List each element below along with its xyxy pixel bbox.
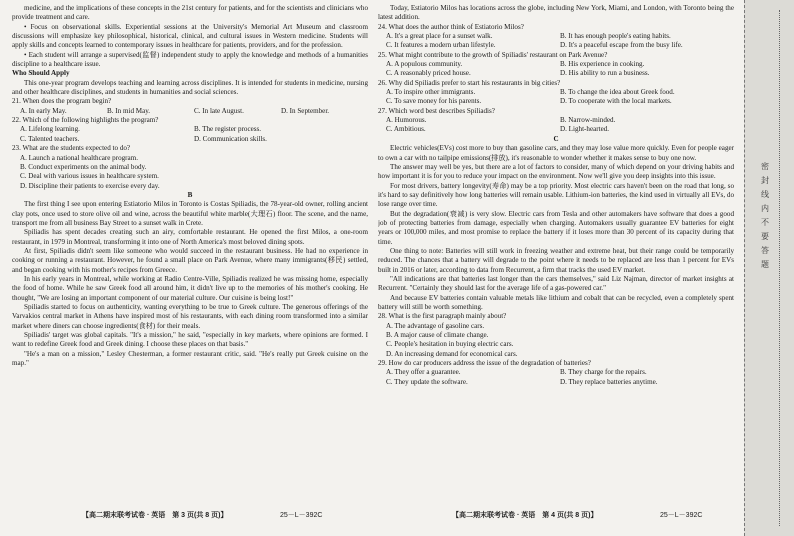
section-label: B [187,190,193,199]
option: B. The register process. [194,125,262,134]
paragraph: "He's a man on a mission," Lesley Chesterman, a former restaurant critic, said. "He's really put Greek cuisine on the map." [12,349,368,368]
option: B. It has enough people's eating habits. [560,32,671,41]
option: A. Humorous. [386,116,427,125]
options-27 [378,116,734,135]
paragraph: Spiliadis' target was global capitals. "It's a mission," he said, "especially in key markets, where opinions are formed. I want to redefine Greek food and Greek dining. I choose these places on that basis." [12,331,368,349]
page-footer: 【高二期末联考试卷 · 英语 第 3 页(共 8 页)】 [82,512,228,519]
option: D. An increasing demand for economical cars. [386,349,518,358]
paragraph: • Each student will arrange a supervised(监督) independent study to apply the knowledge and methods of a humanities discipline to a healthcare issue. [12,50,368,69]
page-3-column [12,4,368,504]
option: A. Launch a national healthcare program. [20,153,138,162]
option: A. A populous community. [386,60,463,69]
option: A. It's a great place for a sunset walk. [386,32,493,41]
option: C. People's hesitation in buying electric cars. [386,340,514,349]
options-29 [378,368,734,387]
option: D. Communication skills. [194,134,267,143]
paragraph: • Focus on observational skills. Experiential sessions at the University's Memorial Art Museum and classroom discussions will emphasize key philosophical, historical, clinical, and cultural issues in Western medicine. Students will apply skills and concepts learned to contemporary issues in healthcare for patients, providers, and for the profession. [12,22,368,50]
paragraph: For most drivers, battery longevity(寿命) may be a top priority. Most electric cars haven't been on the road that long, so it's hard to say definitively how long batteries will remain usable. Lithium-ion batteries, the kind used in virtually all EVs, do lose range over time. [378,181,734,209]
paragraph: The answer may well be yes, but there are a lot of factors to consider, many of which depend on your driving habits and how important it is for you to reduce your impact on the environment. Now we'll give you deep insights into this issue. [378,162,734,181]
option: C. It features a modern urban lifestyle. [386,41,496,50]
option: B. To change the idea about Greek food. [560,88,675,97]
option: A. To inspire other immigrants. [386,88,476,97]
option: B. Conduct experiments on the animal body. [20,162,147,171]
question-26: 26. Why did Spiliadis prefer to start his restaurants in big cities? [378,78,561,87]
option: C. In late August. [194,106,244,115]
question-23: 23. What are the students expected to do? [12,144,131,153]
option: B. A major cause of climate change. [386,331,489,340]
paragraph: Electric vehicles(EVs) cost more to buy than gasoline cars, and they may lose value more quickly. Even for people eager to own a car with no tailpipe emissions(排放), it's reasonable to wonder whether it makes sense to buy one now. [378,144,734,162]
paragraph: Today, Estiatorio Milos has locations across the globe, including New York, Miami, and London, with Toronto being the latest addition. [378,4,734,22]
paragraph: One thing to note: Batteries will still work in freezing weather and extreme heat, but their range could be temporarily reduced. The chances that a battery will degrade to the point where it needs to be replaced are less than 1 percent for EVs built in 2016 or later, according to data from Recurrent, a firm that tracks the used EV market. [378,246,734,274]
options-25 [378,60,734,79]
option: C. Talented teachers. [20,134,80,143]
paragraph: This one-year program develops teaching and learning across disciplines. It is intended for students in medicine, nursing and other healthcare disciplines, and students in humanities and social sciences. [12,78,368,97]
option: D. To cooperate with the local markets. [560,97,672,106]
option: C. Deal with various issues in healthcare system. [20,172,159,181]
paragraph: medicine, and the implications of these concepts in the 21st century for patients, and for the scientists and clinicians who provide treatment and care. [12,4,368,22]
page-4-column [378,4,734,504]
option: D. It's a peaceful escape from the busy life. [560,41,683,50]
option: B. His experience in cooking. [560,60,645,69]
option: A. Lifelong learning. [20,125,80,134]
paragraph: At first, Spiliadis didn't seem like someone who would succeed in the restaurant business. He had no experience in cooking or running a restaurant. However, he found a small place on Park Avenue, where many immigrants(移民) settled, and began cooking with his mother's recipes from Greece. [12,246,368,274]
option: B. They charge for the repairs. [560,368,647,377]
binding-warning: 密封线内不要答题 [761,162,769,269]
paragraph: Spiliadis has spent decades creating such an airy, comfortable restaurant. He opened the first Milos, a one-room restaurant, in 1979 in Montreal, transforming it into one of North America's most beloved dining spots. [12,228,368,246]
page-footer: 【高二期末联考试卷 · 英语 第 4 页(共 8 页)】 [452,512,598,519]
option: D. They replace batteries anytime. [560,377,658,386]
paragraph: "All indications are that batteries last longer than the cars themselves," said Liz Najman, director of market insights at Recurrent. "Certainly they should last for the average life of a gas-powered car." [378,274,734,293]
section-label: C [553,134,559,143]
question-28: 28. What is the first paragraph mainly about? [378,312,507,321]
options-22 [12,125,368,144]
paragraph: The first thing I see upon entering Estiatorio Milos in Toronto is Costas Spiliadis, the 78-year-old owner, rolling ancient clay pots, once used to store olive oil and wine, across the beautiful white marble(大理石) floor. The scene, and the name, transport me from all business Bay Street to a sunset walk in Crete. [12,200,368,227]
option: B. In mid May. [107,106,151,115]
section-heading: Who Should Apply [12,69,70,78]
question-25: 25. What might contribute to the growth of Spiliadis' restaurant on Park Avenue? [378,50,608,59]
question-29: 29. How do car producers address the issue of the degradation of batteries? [378,359,591,368]
option: A. They offer a guarantee. [386,368,461,377]
question-22: 22. Which of the following highlights the program? [12,116,159,125]
options-24 [378,32,734,51]
option: A. The advantage of gasoline cars. [386,321,485,330]
paper-code: 25－L－392C [660,512,703,519]
question-24: 24. What does the author think of Estiatorio Milos? [378,22,524,31]
option: D. Light-hearted. [560,125,610,134]
paragraph: But the degradation(衰减) is very slow. Electric cars from Tesla and other automakers have software that does a good job of protecting batteries from damage, especially when charging. Automakers usually guarantee EV batteries for eight years or 100,000 miles, and most promise to replace the battery if it loses more than 30 percent of its capacity during that time. [378,209,734,246]
option: A. In early May. [20,106,67,115]
option: B. Narrow-minded. [560,116,616,125]
paper-code: 25－L－392C [280,512,323,519]
options-26 [378,88,734,107]
question-27: 27. Which word best describes Spiliadis? [378,106,495,115]
option: C. They update the software. [386,377,468,386]
binding-margin [744,0,794,536]
question-21: 21. When does the program begin? [12,97,112,106]
options-21 [12,107,368,116]
option: D. In September. [281,106,330,115]
paragraph: In his early years in Montreal, while working at Radio Centre-Ville, Spiliadis realized he was missing home, especially the food of home. While he saw Greek food all around him, it didn't live up to the memories of his mother's cooking. He thought, "We are losing an important component of our material culture. Our cuisine is being lost!" [12,274,368,302]
paragraph: And because EV batteries contain valuable metals like lithium and cobalt that can be recycled, even a completely spent battery will still be worth something. [378,293,734,311]
option: D. His ability to run a business. [560,69,650,78]
seal-line [779,10,780,526]
option: C. A reasonably priced house. [386,69,471,78]
option: D. Discipline their patients to exercise every day. [20,181,160,190]
option: C. To save money for his parents. [386,97,482,106]
paragraph: Spiliadis started to focus on authenticity, wanting everything to be true to Greek culture. The generous offerings of the Varvakios central market in Athens have inspired most of his restaurants, with each dining room transformed into a similar market where diners can choose ingredients(食材) for their meals. [12,303,368,330]
option: C. Ambitious. [386,125,426,134]
